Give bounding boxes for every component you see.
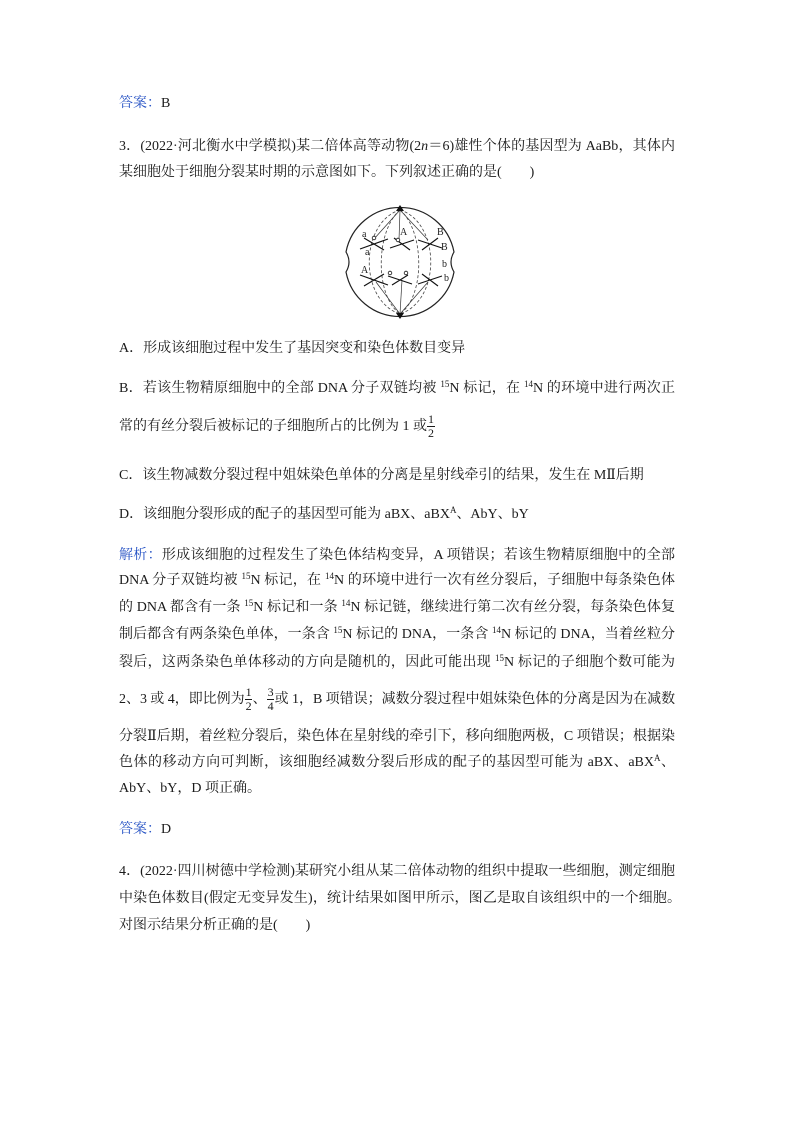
q3-stem-line-2	[119, 163, 534, 183]
fraction-numerator: 1	[428, 412, 434, 427]
gene-label: A	[361, 265, 369, 276]
option-d-text: D．该细胞分裂形成的配子的基因型可能为 aBX、aBX	[119, 507, 450, 522]
isotope-mass-number: 15	[241, 571, 251, 581]
gene-label: B	[437, 227, 444, 238]
previous-answer	[119, 94, 170, 114]
gene-label: A	[400, 227, 408, 238]
analysis-line-2	[119, 571, 675, 591]
fraction-denominator: 4	[267, 699, 274, 714]
fraction	[427, 413, 435, 440]
spindle-fiber	[369, 210, 400, 314]
analysis-text: 制后都含有两条染色单体，一条含	[119, 627, 334, 642]
spindle-fiber	[400, 210, 431, 314]
option-d	[119, 505, 529, 525]
option-b-text: B．若该生物精原细胞中的全部 DNA 分子双链均被	[119, 381, 441, 396]
kinetochore-fibers	[374, 210, 428, 314]
cell-membrane	[346, 207, 454, 316]
q4-stem-line-3	[119, 916, 310, 936]
isotope-mass-number: 15	[333, 625, 343, 635]
analysis-line-6	[119, 685, 675, 714]
isotope-mass-number: 14	[524, 379, 534, 389]
option-b-line-2	[119, 412, 435, 441]
q3-stem-text: 某细胞处于细胞分裂某时期的示意图如下。下列叙述正确的是( )	[119, 165, 535, 180]
answer-label: 答案	[119, 822, 147, 837]
option-a	[119, 339, 465, 359]
centromeres	[372, 236, 408, 275]
analysis-text: DNA 分子双链均被	[119, 573, 242, 588]
analysis-text: 分裂Ⅱ后期，着丝粒分裂后，染色体在星射线的牵引下，移向细胞两极，C 项错误；根据染	[119, 729, 675, 744]
fraction-denominator: 2	[245, 699, 252, 714]
chromosomes	[360, 238, 442, 286]
centromere	[396, 238, 400, 242]
isotope-mass-number: 14	[324, 571, 334, 581]
chromosome	[390, 238, 414, 250]
spindle	[369, 210, 431, 314]
q4-stem-text: 对图示结果分析正确的是( )	[119, 918, 311, 933]
isotope-mass-number: 15	[494, 653, 504, 663]
analysis-text: 2、3 或 4，即比例为	[119, 692, 245, 707]
gene-label: b	[442, 259, 447, 270]
analysis-text: 形成该细胞的过程发生了染色体结构变异，A 项错误；若该生物精原细胞中的全部	[161, 548, 676, 563]
gene-label: a	[362, 229, 367, 240]
analysis-line-5	[119, 653, 675, 673]
isotope-mass-number: 14	[491, 625, 501, 635]
analysis-text: 、	[252, 692, 267, 707]
centromere	[372, 236, 376, 240]
chromosome	[418, 274, 442, 286]
fraction-denominator: 2	[428, 426, 434, 441]
answer-colon: ：	[147, 96, 161, 111]
analysis-text: 或 1，B 项错误；减数分裂过程中姐妹染色体的分离是因为在减数	[274, 692, 675, 707]
q4-stem-text: 中染色体数目(假定无变异发生)，统计结果如图甲所示，图乙是取自该组织中的一个细胞。	[119, 891, 681, 906]
analysis-line-4	[119, 625, 675, 645]
analysis-text: N 标记，在	[250, 573, 325, 588]
answer-value: B	[161, 96, 171, 111]
option-b-line-1	[119, 379, 675, 399]
analysis-text: N 标记和一条	[253, 600, 342, 615]
gene-label: a	[365, 247, 370, 258]
q4-stem-line-1	[119, 862, 675, 882]
option-a-text: A．形成该细胞过程中发生了基因突变和染色体数目变异	[119, 341, 466, 356]
option-b-text: N 的环境中进行两次正	[533, 381, 675, 396]
allele-superscript: A	[449, 505, 457, 515]
allele-superscript: A	[653, 753, 661, 763]
kinetochore-fiber	[400, 280, 402, 314]
analysis-colon: ：	[147, 548, 162, 563]
analysis-text: N 的环境中进行一次有丝分裂后，子细胞中每条染色体	[333, 573, 676, 588]
answer-value: D	[161, 822, 172, 837]
analysis-text: N 标记的子细胞个数可能为	[503, 655, 675, 670]
analysis-text: 、	[660, 755, 676, 770]
analysis-line-8	[119, 753, 675, 773]
analysis-text: 色体的移动方向可判断，该细胞经减数分裂后形成的配子的基因型可能为 aBX、aBX	[119, 755, 654, 770]
gene-label: b	[444, 273, 449, 284]
analysis-text: N 标记的 DNA，当着丝粒分	[500, 627, 676, 642]
q4-stem-line-2	[119, 889, 681, 909]
gene-label: B	[441, 242, 448, 253]
option-b-text: 常的有丝分裂后被标记的子细胞所占的比例为 1 或	[119, 419, 427, 434]
analysis-text: AbY、bY，D 项正确。	[119, 781, 261, 796]
analysis-text: 裂后，这两条染色单体移动的方向是随机的，因此可能出现	[119, 655, 495, 670]
isotope-mass-number: 15	[440, 379, 450, 389]
kinetochore-fiber	[374, 210, 400, 239]
q3-stem-text: 3．(2022·河北衡水中学模拟)某二倍体高等动物(2	[119, 139, 422, 154]
ploidy-variable: n	[421, 139, 429, 154]
analysis-text: N 标记的 DNA，一条含	[342, 627, 492, 642]
cell-division-diagram	[340, 200, 460, 325]
q3-stem-text: ＝6)雄性个体的基因型为 AaBb，其体内	[428, 139, 675, 154]
option-c	[119, 466, 644, 486]
q3-answer	[119, 820, 171, 840]
analysis-line-7	[119, 727, 675, 747]
q3-stem-line-1	[119, 137, 675, 157]
chromosome	[388, 275, 412, 285]
analysis-text: N 标记链，继续进行第二次有丝分裂，每条染色体复	[350, 600, 675, 615]
centromere	[404, 271, 408, 275]
isotope-mass-number: 15	[244, 598, 254, 608]
isotope-mass-number: 14	[341, 598, 351, 608]
option-c-text: C．该生物减数分裂过程中姐妹染色单体的分离是星射线牵引的结果，发生在 MⅡ后期	[119, 468, 644, 483]
kinetochore-fiber	[400, 282, 428, 314]
chromosome	[418, 238, 442, 250]
spindle-fiber	[381, 210, 400, 314]
option-d-text: 、AbY、bY	[456, 507, 529, 522]
analysis-label: 解析	[119, 548, 148, 563]
analysis-line-3	[119, 598, 675, 618]
fraction-numerator: 1	[245, 685, 252, 700]
spindle-fiber	[400, 210, 419, 314]
centromere	[388, 271, 392, 275]
answer-label: 答案	[119, 96, 147, 111]
fraction-numerator: 3	[267, 685, 274, 700]
analysis-line-1	[119, 546, 675, 566]
q4-stem-text: 4．(2022·四川树德中学检测)某研究小组从某二倍体动物的组织中提取一些细胞，测定细胞	[119, 864, 675, 879]
option-b-text: N 标记，在	[449, 381, 525, 396]
analysis-text: 的 DNA 都含有一条	[119, 600, 245, 615]
analysis-line-9	[119, 779, 261, 799]
answer-colon: ：	[147, 822, 161, 837]
